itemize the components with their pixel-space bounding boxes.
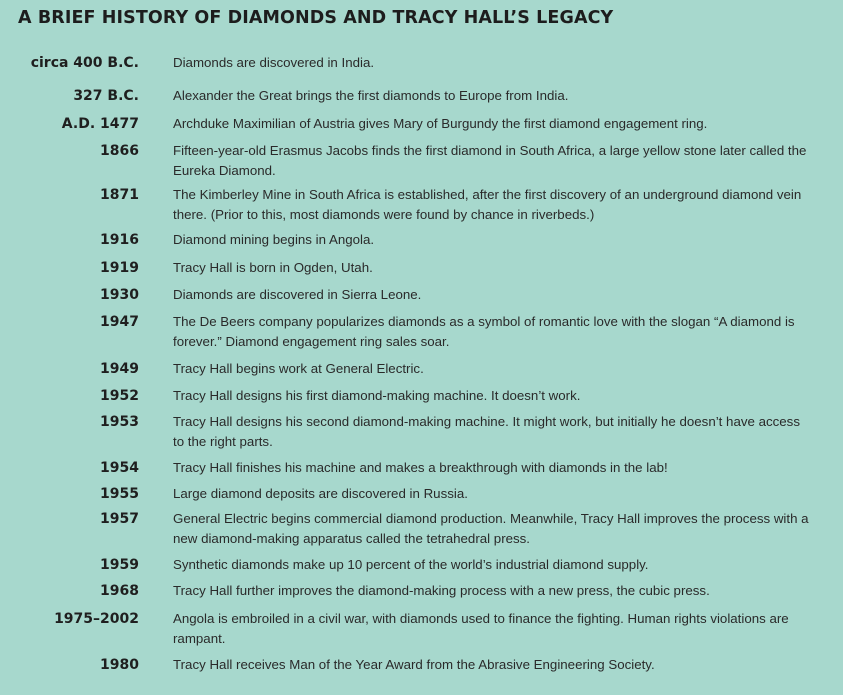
event-description: Diamond mining begins in Angola. <box>173 232 375 247</box>
event-description: Alexander the Great brings the first diamonds to Europe from India. <box>173 88 569 103</box>
page-title: A BRIEF HISTORY OF DIAMONDS AND TRACY HALL’S LEGACY <box>18 8 614 28</box>
event-description: Diamonds are discovered in Sierra Leone. <box>173 287 422 302</box>
event-description: Tracy Hall designs his second diamond-making machine. It might work, but initially he doesn’t have access to the right parts. <box>173 414 800 449</box>
event-year: 1968 <box>100 583 139 599</box>
event-year: 1975–2002 <box>54 611 139 627</box>
event-year: 1866 <box>100 143 139 159</box>
event-description: Tracy Hall receives Man of the Year Award from the Abrasive Engineering Society. <box>173 657 655 672</box>
event-description: Tracy Hall is born in Ogden, Utah. <box>173 260 373 275</box>
event-year: 1959 <box>100 557 139 573</box>
event-description: Diamonds are discovered in India. <box>173 55 375 70</box>
event-year: 1957 <box>100 511 139 527</box>
event-year: 1953 <box>100 414 139 430</box>
event-description: Tracy Hall further improves the diamond-making process with a new press, the cubic press. <box>173 583 710 598</box>
event-description: Tracy Hall designs his first diamond-making machine. It doesn’t work. <box>173 388 581 403</box>
event-year: 1980 <box>100 657 139 673</box>
event-description: Tracy Hall finishes his machine and makes a breakthrough with diamonds in the lab! <box>173 460 668 475</box>
event-year: 1916 <box>100 232 139 248</box>
event-description: Angola is embroiled in a civil war, with diamonds used to finance the fighting. Human rights violations are rampant. <box>173 611 789 646</box>
event-year: circa 400 B.C. <box>30 55 139 71</box>
event-year: 1949 <box>100 361 139 377</box>
event-year: 1952 <box>100 388 139 404</box>
event-description: The Kimberley Mine in South Africa is established, after the first discovery of an underground diamond vein there. (Prior to this, most diamonds were found by chance in riverbeds.) <box>173 187 802 222</box>
event-year: 1871 <box>100 187 139 203</box>
event-year: 1919 <box>100 260 139 276</box>
event-description: Tracy Hall begins work at General Electric. <box>173 361 424 376</box>
event-year: 1954 <box>100 460 139 476</box>
event-description: Fifteen-year-old Erasmus Jacobs finds the first diamond in South Africa, a large yellow stone later called the Eureka Diamond. <box>173 143 807 178</box>
event-year: A.D. 1477 <box>61 116 139 132</box>
event-year: 1955 <box>100 486 139 502</box>
event-description: Archduke Maximilian of Austria gives Mary of Burgundy the first diamond engagement ring. <box>173 116 708 131</box>
event-description: Synthetic diamonds make up 10 percent of the world’s industrial diamond supply. <box>173 557 649 572</box>
event-description: General Electric begins commercial diamond production. Meanwhile, Tracy Hall improves the process with a new diamond-making apparatus called the tetrahedral press. <box>173 511 809 546</box>
event-description: Large diamond deposits are discovered in Russia. <box>173 486 468 501</box>
event-year: 1947 <box>100 314 139 330</box>
event-year: 1930 <box>100 287 139 303</box>
event-description: The De Beers company popularizes diamonds as a symbol of romantic love with the slogan “A diamond is forever.” Diamond engagement ring sales soar. <box>173 314 795 349</box>
event-year: 327 B.C. <box>73 88 139 104</box>
